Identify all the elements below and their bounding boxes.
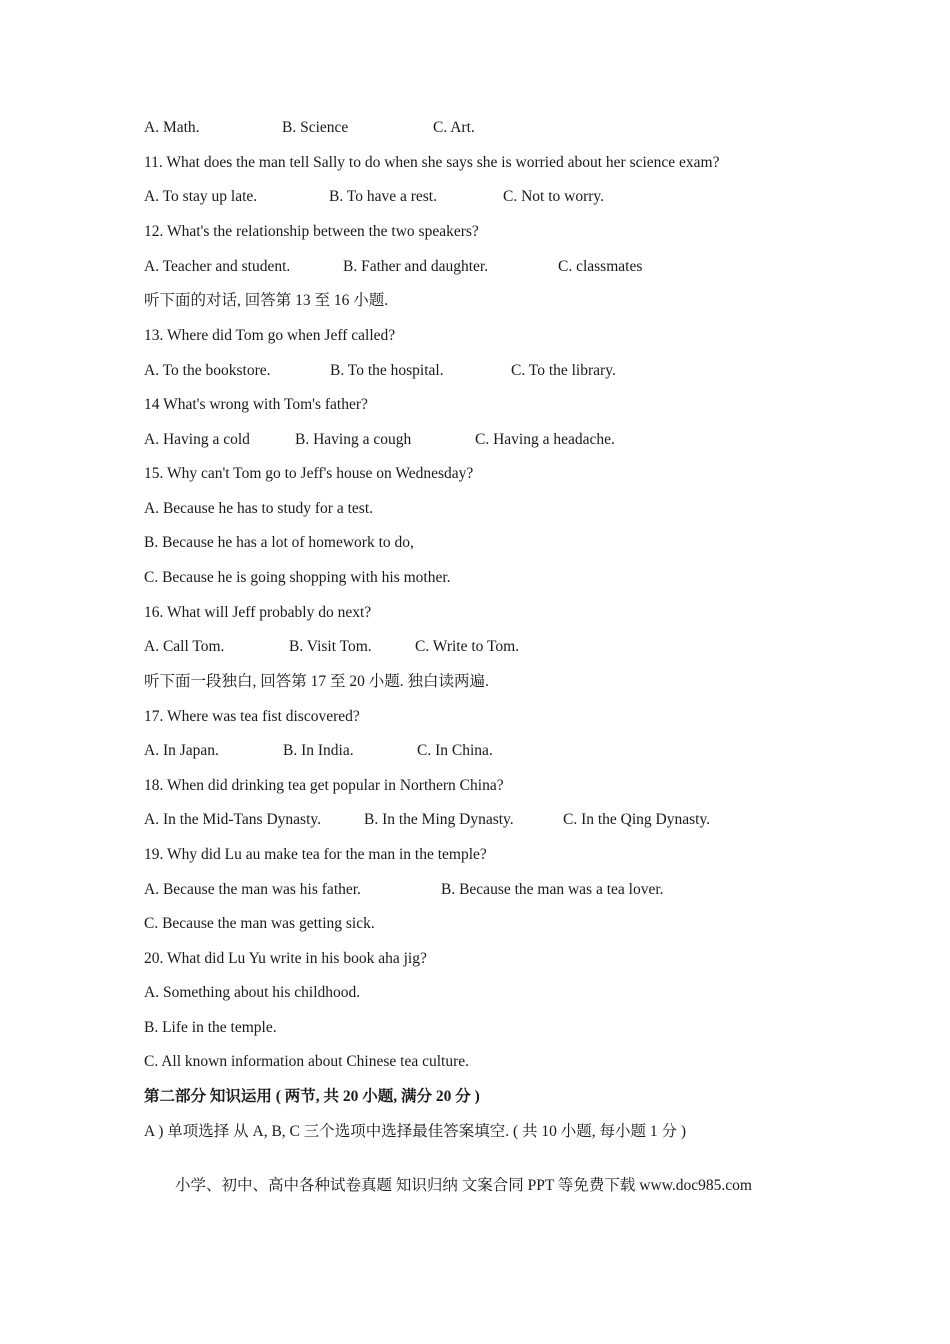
option-a: A. Call Tom. (144, 638, 225, 655)
part-heading: 第二部分 知识运用 ( 两节, 共 20 小题, 满分 20 分 ) (144, 1088, 480, 1105)
question-text: 17. Where was tea fist discovered? (144, 708, 360, 725)
option-line: B. Because he has a lot of homework to do, (144, 534, 414, 551)
option-c: C. Write to Tom. (415, 638, 520, 655)
option-a: A. In Japan. (144, 742, 219, 759)
section-instruction: 听下面一段独白, 回答第 17 至 20 小题. 独白读两遍. (144, 673, 489, 690)
section-instruction: A ) 单项选择 从 A, B, C 三个选项中选择最佳答案填空. ( 共 10 小题, 每小题 1 分 ) (144, 1123, 687, 1140)
question-text: 20. What did Lu Yu write in his book aha jig? (144, 950, 427, 967)
option-b: B. To the hospital. (330, 362, 444, 379)
option-a: A. Because the man was his father. (144, 881, 361, 898)
question-text: 14 What's wrong with Tom's father? (144, 396, 368, 413)
question-text: 19. Why did Lu au make tea for the man in the temple? (144, 846, 487, 863)
option-line: A. Because he has to study for a test. (144, 500, 373, 517)
page-footer: 小学、初中、高中各种试卷真题 知识归纳 文案合同 PPT 等免费下载 www.doc985.com (175, 1177, 752, 1194)
option-c: C. In the Qing Dynasty. (563, 811, 711, 828)
option-line: A. Something about his childhood. (144, 984, 361, 1001)
option-b: B. To have a rest. (329, 188, 437, 205)
question-text: 12. What's the relationship between the two speakers? (144, 223, 479, 240)
option-line: C. Because he is going shopping with his mother. (144, 569, 451, 586)
question-text: 13. Where did Tom go when Jeff called? (144, 327, 396, 344)
question-text: 15. Why can't Tom go to Jeff's house on Wednesday? (144, 465, 474, 482)
question-text: 18. When did drinking tea get popular in Northern China? (144, 777, 504, 794)
option-a: A. Math. (144, 119, 200, 136)
section-instruction: 听下面的对话, 回答第 13 至 16 小题. (144, 292, 389, 309)
option-c: C. classmates (558, 258, 643, 275)
question-text: 16. What will Jeff probably do next? (144, 604, 372, 621)
option-b: B. Father and daughter. (343, 258, 489, 275)
option-c: C. To the library. (511, 362, 616, 379)
option-b: B. In India. (283, 742, 354, 759)
option-c: C. Having a headache. (475, 431, 615, 448)
option-line: C. All known information about Chinese tea culture. (144, 1053, 470, 1070)
option-line: B. Life in the temple. (144, 1019, 277, 1036)
option-b: B. Science (282, 119, 349, 136)
option-line: C. Because the man was getting sick. (144, 915, 375, 932)
option-a: A. To the bookstore. (144, 362, 271, 379)
question-text: 11. What does the man tell Sally to do when she says she is worried about her science exam? (144, 154, 720, 171)
option-b: B. In the Ming Dynasty. (364, 811, 514, 828)
option-b: B. Because the man was a tea lover. (441, 881, 664, 898)
option-c: C. Not to worry. (503, 188, 605, 205)
option-a: A. Having a cold (144, 431, 250, 448)
option-a: A. In the Mid-Tans Dynasty. (144, 811, 321, 828)
option-b: B. Visit Tom. (289, 638, 372, 655)
option-a: A. To stay up late. (144, 188, 258, 205)
option-c: C. In China. (417, 742, 493, 759)
option-a: A. Teacher and student. (144, 258, 291, 275)
option-b: B. Having a cough (295, 431, 412, 448)
option-c: C. Art. (433, 119, 475, 136)
